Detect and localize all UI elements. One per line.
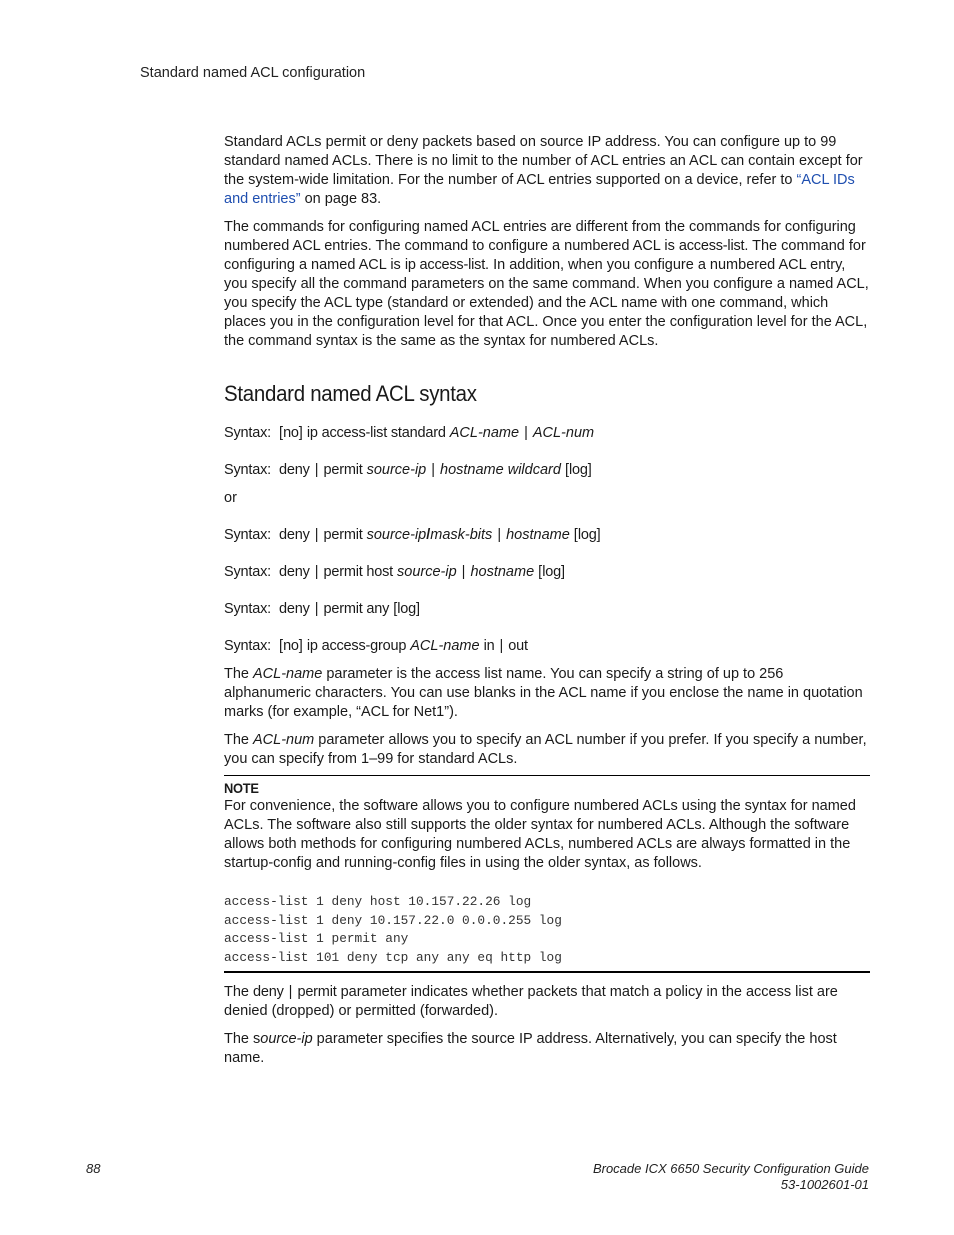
code-line: access-list 1 deny 10.157.22.0 0.0.0.255 log xyxy=(224,912,562,928)
code-line: access-list 101 deny tcp any any eq http log xyxy=(224,950,562,966)
main-content xyxy=(224,133,870,1068)
keyword-ip-access-list: ip access-list xyxy=(404,257,486,273)
source-ip-description: The source-ip parameter specifies the source IP address. Alternatively, you can specify the host name. xyxy=(224,1030,837,1066)
acl-num-description: The ACL-num parameter allows you to specify an ACL number if you prefer. If you specify a number, you can specify from 1–99 for standard ACLs. xyxy=(224,732,867,767)
running-header: Standard named ACL configuration xyxy=(140,65,366,81)
page-number: 88 xyxy=(86,1161,101,1176)
syntax-line-6: Syntax: [no] ip access-group ACL-name in | out xyxy=(224,638,528,654)
keyword-access-list: access-list xyxy=(678,238,745,254)
acl-ids-link[interactable]: “ACL IDs and entries” xyxy=(224,172,855,207)
syntax-line-1: Syntax: [no] ip access-list standard ACL-name | ACL-num xyxy=(224,425,595,441)
note-top-rule xyxy=(224,775,870,776)
code-line: access-list 1 deny host 10.157.22.26 log xyxy=(224,894,532,909)
doc-number: 53-1002601-01 xyxy=(780,1177,869,1192)
note-label: NOTE xyxy=(224,780,259,796)
code-block xyxy=(224,893,870,968)
code-line: access-list 1 permit any xyxy=(224,931,409,947)
acl-name-description: The ACL-name parameter is the access list name. You can specify a string of up to 256 alphanumeric characters. You can use blanks in the ACL name if you enclose the name in quotation marks (for example, “ACL for Net1”). xyxy=(224,666,863,720)
deny-permit-description: The deny | permit parameter indicates whether packets that match a policy in the access list are denied (dropped) or permitted (forwarded). xyxy=(224,983,838,1019)
section-title: Standard named ACL syntax xyxy=(224,381,477,406)
intro-paragraph-1: Standard ACLs permit or deny packets based on source IP address. You can configure up to 99 standard named ACLs. There is no limit to the number of ACL entries an ACL can contain except for the system-wide limitation. For the number of ACL entries supported on a device, refer to “ACL IDs and entries” on page 83. xyxy=(224,134,863,207)
syntax-line-3: Syntax: deny | permit source-ip/mask-bits | hostname [log] xyxy=(224,527,601,543)
syntax-line-2: Syntax: deny | permit source-ip | hostname wildcard [log] xyxy=(224,462,592,478)
syntax-line-5: Syntax: deny | permit any [log] xyxy=(224,601,421,617)
note-bottom-rule xyxy=(224,971,870,973)
note-text: For convenience, the software allows you to configure numbered ACLs using the syntax for named ACLs. The software also still supports the older syntax for numbered ACLs. Although the software allows both methods for configuring numbered ACLs, numbered ACLs are always formatted in the startup-config and running-config files in using the older syntax, as follows. xyxy=(224,798,856,871)
doc-title: Brocade ICX 6650 Security Configuration Guide xyxy=(592,1161,869,1176)
footer-doc-info xyxy=(593,1161,869,1193)
syntax-line-4: Syntax: deny | permit host source-ip | hostname [log] xyxy=(224,564,565,580)
syntax-or: or xyxy=(224,490,237,506)
intro-paragraph-2: The commands for configuring named ACL entries are different from the commands for configuring numbered ACL entries. The command to configure a numbered ACL is access-list. The command for configuring a named ACL is ip access-list. In addition, when you configure a numbered ACL entry, you specify all the command parameters on the same command. When you configure a named ACL, you specify the ACL type (standard or extended) and the ACL name with one command, which places you in the configuration level for that ACL. Once you enter the configuration level for the ACL, the command syntax is the same as the syntax for numbered ACLs. xyxy=(224,219,869,349)
